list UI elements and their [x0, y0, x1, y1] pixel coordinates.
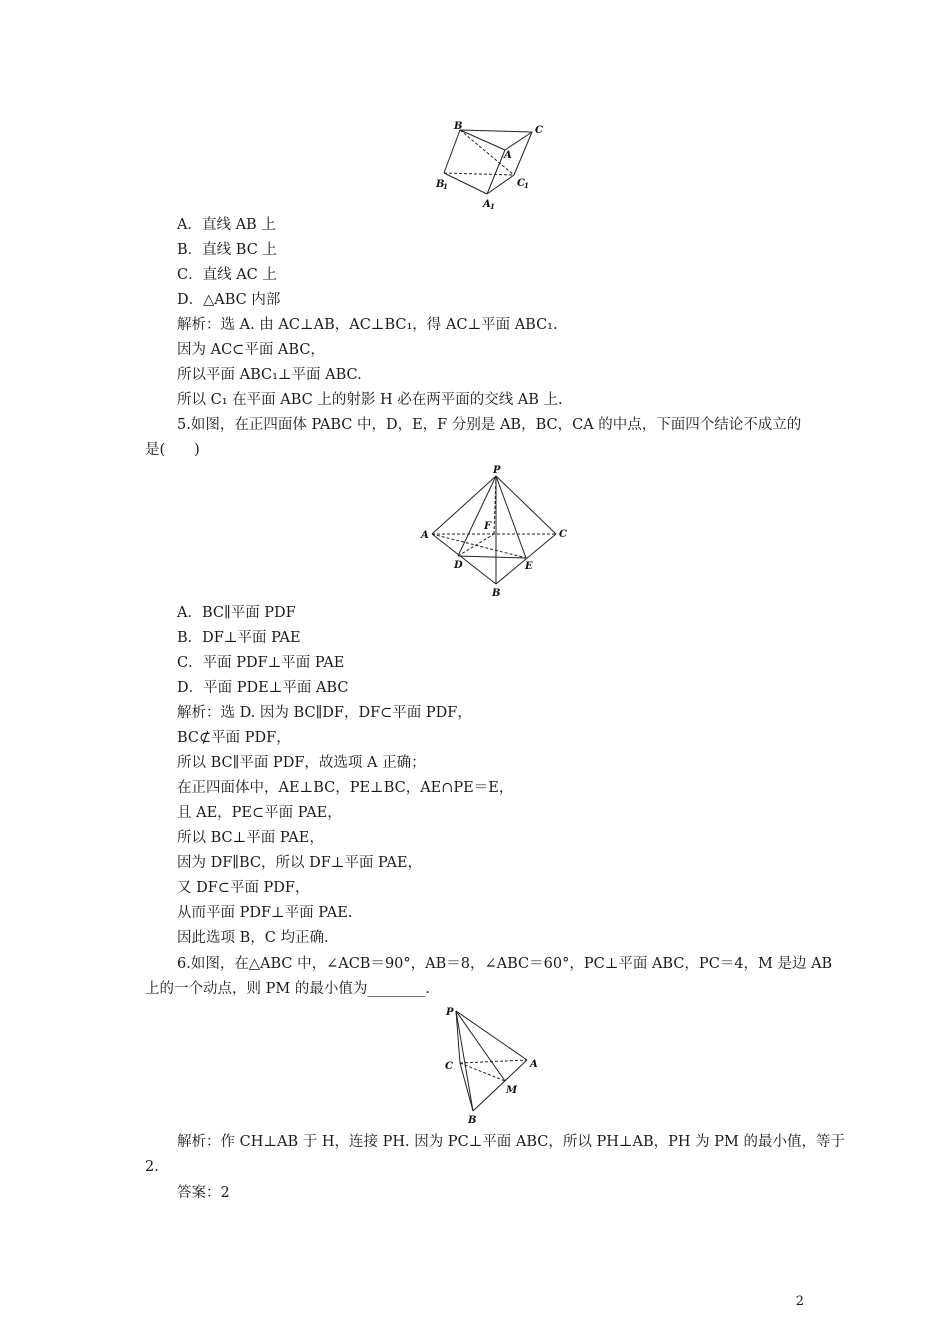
q5-analysis-line: 因为 DF∥BC，所以 DF⊥平面 PAE，: [177, 855, 423, 871]
q5-analysis-line: 解析：选 D. 因为 BC∥DF，DF⊂平面 PDF，: [177, 705, 472, 721]
page-number: 2: [795, 1294, 804, 1309]
q5-analysis-line: BC⊄平面 PDF，: [177, 730, 291, 746]
label-D: D: [454, 560, 463, 571]
q5-analysis-line: 且 AE，PE⊂平面 PAE，: [177, 805, 342, 821]
q5-analysis-line: 在正四面体中，AE⊥BC，PE⊥BC，AE∩PE＝E，: [177, 780, 514, 796]
q5-analysis-line: 所以 BC⊥平面 PAE，: [177, 830, 324, 846]
label-M: M: [506, 1085, 518, 1096]
label-F: F: [484, 521, 492, 532]
label-B1-sub: 1: [443, 182, 448, 191]
q4-analysis-line: 解析：选 A. 由 AC⊥AB，AC⊥BC₁，得 AC⊥平面 ABC₁.: [177, 317, 558, 333]
q5-analysis-line: 因此选项 B，C 均正确.: [177, 930, 329, 946]
label-A: A: [421, 530, 429, 541]
label-C: C: [445, 1061, 453, 1072]
q5-analysis-line: 又 DF⊂平面 PDF，: [177, 880, 310, 896]
label-B1: B: [436, 179, 445, 190]
q5-option-a: A．BC∥平面 PDF: [177, 605, 296, 621]
label-B: B: [492, 588, 501, 599]
label-A: A: [530, 1059, 538, 1070]
q5-option-c: C．平面 PDF⊥平面 PAE: [177, 655, 345, 671]
q4-option-c: C．直线 AC 上: [177, 267, 277, 283]
label-C1: C: [517, 178, 525, 189]
q4-option-d: D．△ABC 内部: [177, 292, 281, 308]
label-B: B: [454, 121, 463, 132]
label-C: C: [559, 529, 567, 540]
prism-figure: [432, 118, 562, 210]
label-C1-sub: 1: [524, 181, 529, 190]
q4-analysis-line: 所以 C₁ 在平面 ABC 上的射影 H 必在两平面的交线 AB 上.: [177, 392, 563, 408]
tetrahedron-figure: [418, 462, 570, 602]
q6-stem: 6.如图，在△ABC 中，∠ACB＝90°，AB＝8，∠ABC＝60°，PC⊥平面 ABC，PC＝4，M 是边 AB: [177, 956, 833, 972]
q4-analysis-line: 所以平面 ABC₁⊥平面 ABC.: [177, 367, 362, 383]
label-B: B: [468, 1115, 477, 1125]
q4-analysis-line: 因为 AC⊂平面 ABC，: [177, 342, 325, 358]
label-A1-sub: 1: [490, 202, 495, 210]
q6-analysis-line: 解析：作 CH⊥AB 于 H，连接 PH. 因为 PC⊥平面 ABC，所以 PH⊥AB，PH 为 PM 的最小值，等于: [177, 1134, 846, 1150]
q5-option-b: B．DF⊥平面 PAE: [177, 630, 301, 646]
q6-answer: 答案：2: [177, 1185, 230, 1201]
label-E: E: [525, 561, 533, 572]
q5-stem: 5.如图，在正四面体 PABC 中，D，E，F 分别是 AB，BC，CA 的中点，下面四个结论不成立的: [177, 417, 802, 433]
q4-option-b: B．直线 BC 上: [177, 242, 277, 258]
q6-analysis-line: 2.: [145, 1159, 159, 1175]
q6-stem: 上的一个动点，则 PM 的最小值为________.: [145, 981, 430, 997]
label-A1: A: [483, 199, 491, 210]
label-A: A: [504, 150, 512, 161]
q5-analysis-line: 从而平面 PDF⊥平面 PAE.: [177, 905, 353, 921]
label-C: C: [535, 125, 543, 136]
q5-option-d: D．平面 PDE⊥平面 ABC: [177, 680, 349, 696]
label-P: P: [446, 1007, 454, 1018]
pyramid-figure: [440, 1003, 550, 1125]
q5-stem: 是( ): [145, 442, 200, 458]
label-P: P: [493, 465, 501, 476]
q5-analysis-line: 所以 BC∥平面 PDF，故选项 A 正确；: [177, 755, 426, 771]
q4-option-a: A．直线 AB 上: [177, 217, 276, 233]
